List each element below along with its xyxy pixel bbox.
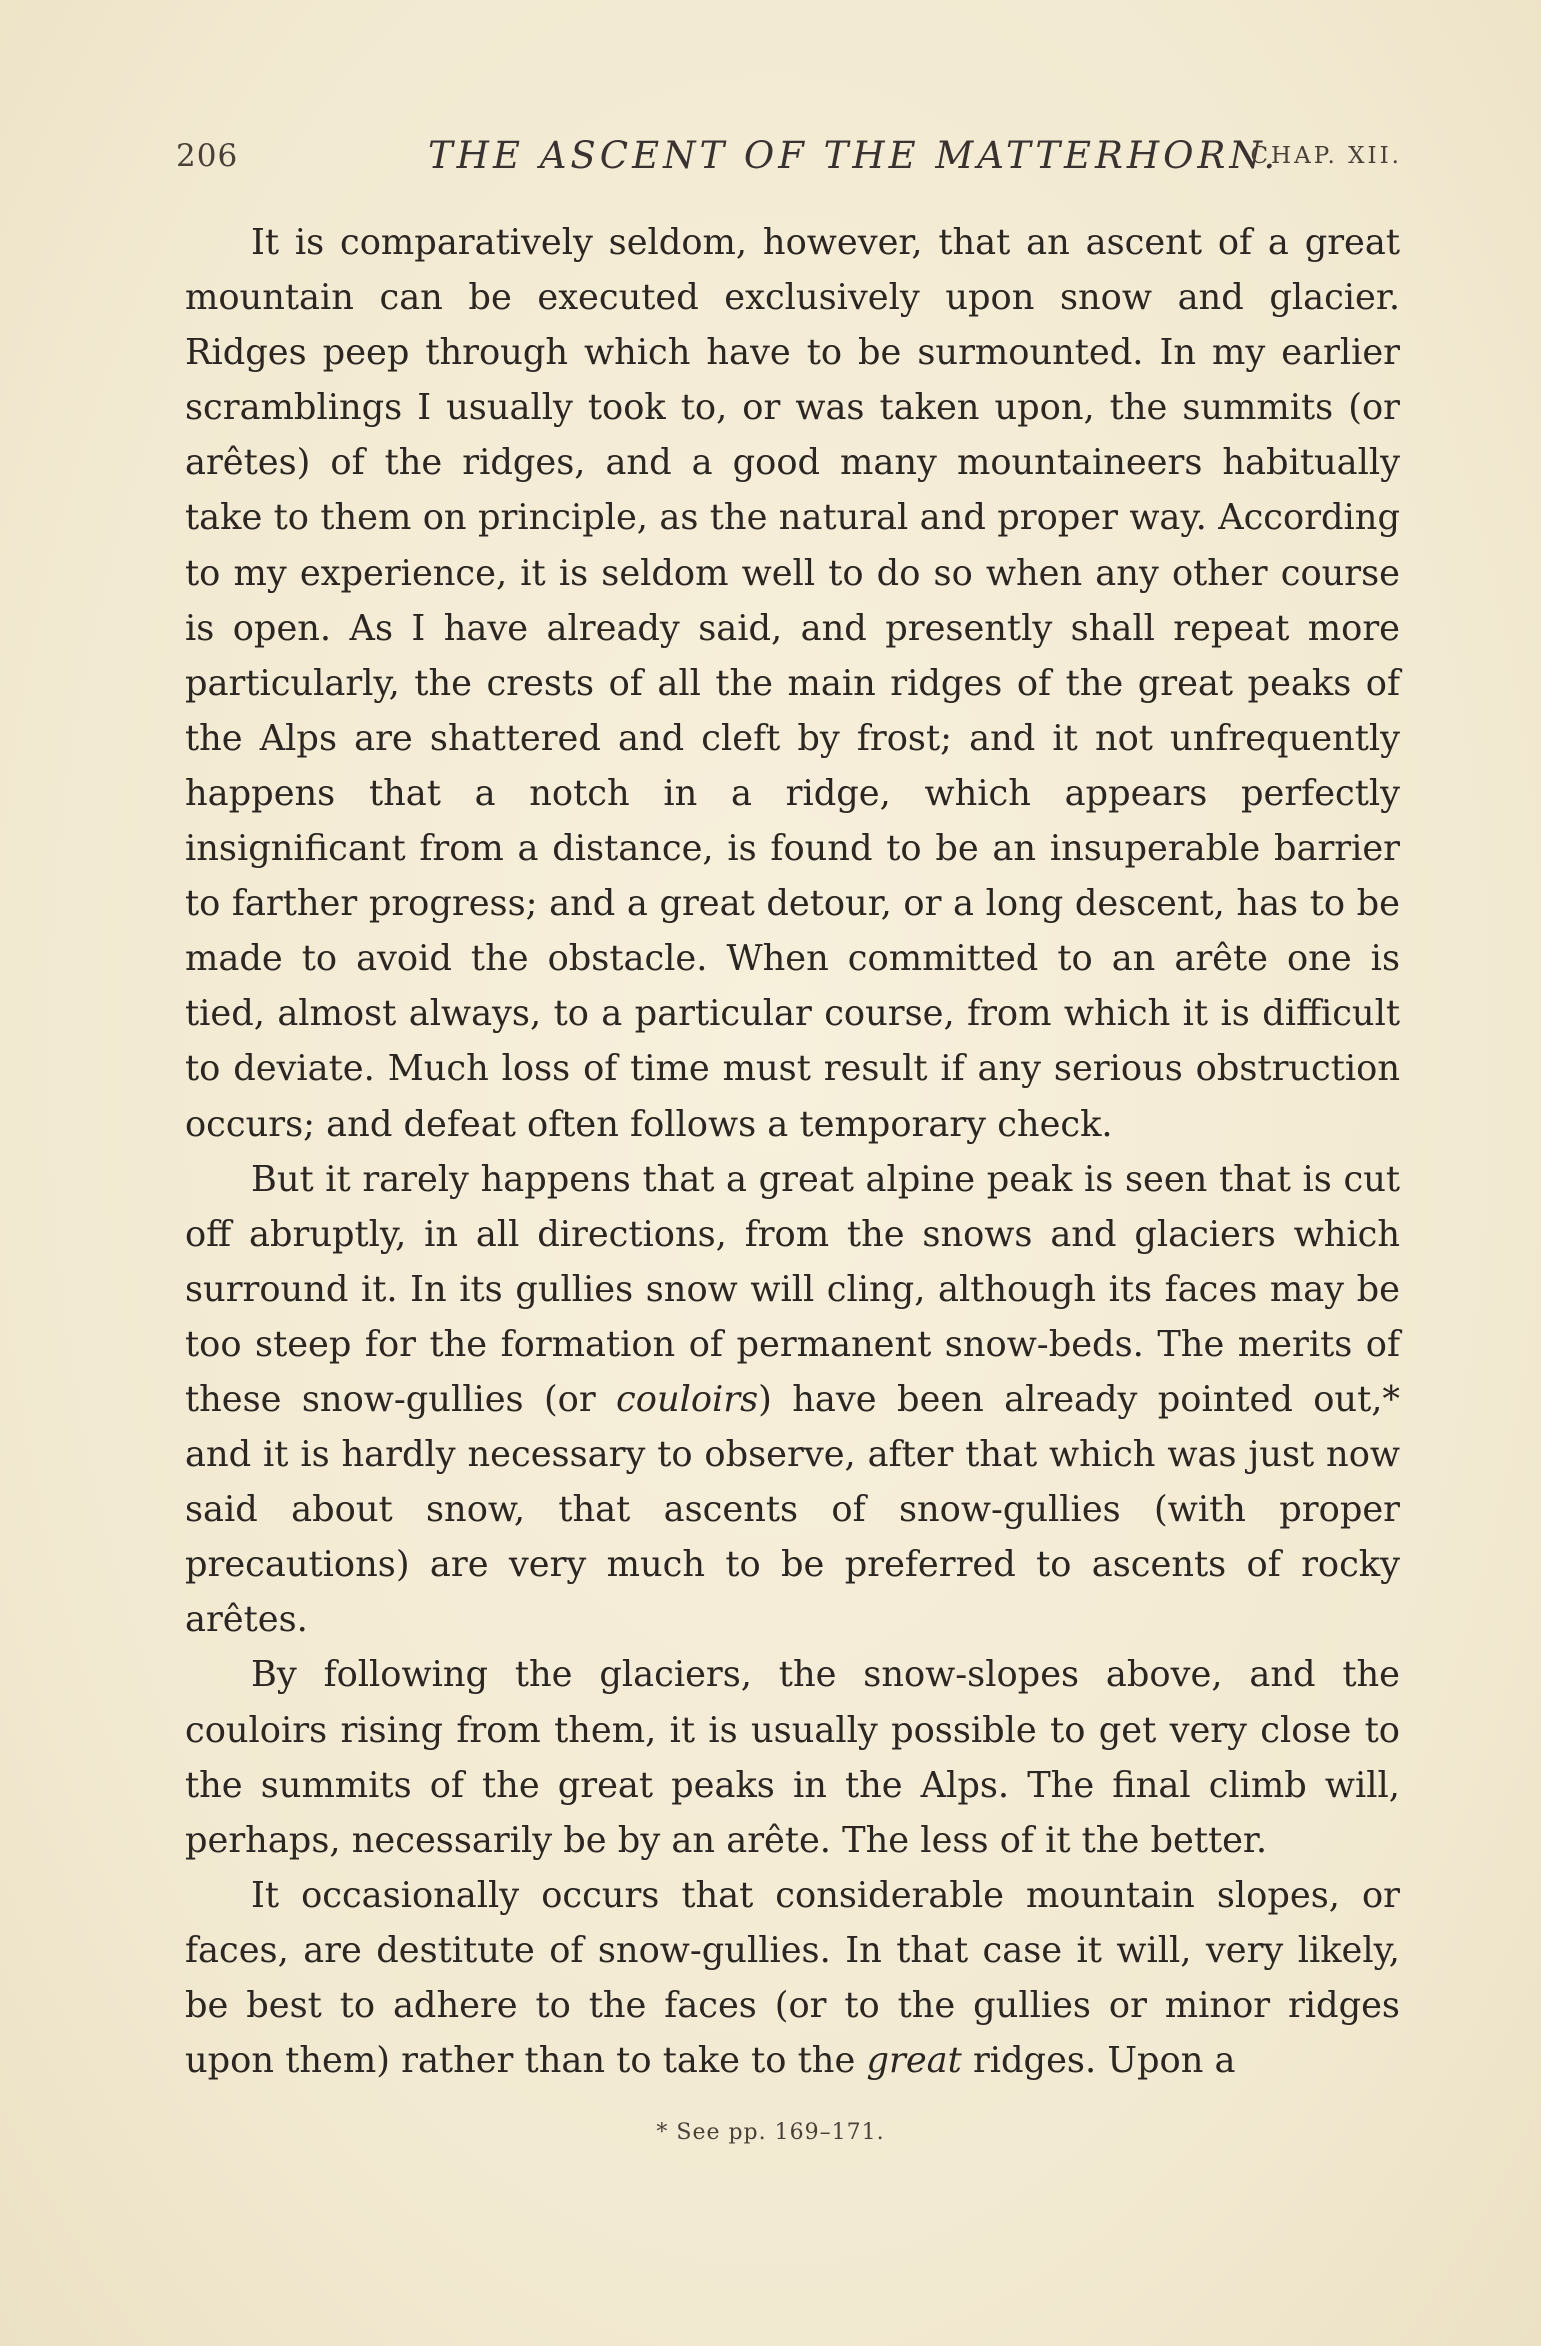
paragraph-4 [185, 1868, 1400, 2088]
paragraph-1: It is comparatively seldom, however, that an ascent of a great mountain can be executed exclusively upon snow and glacier. Ridges peep through which have to be surmounted. In my earlier scramblings I usually took to, or was taken upon, the summits (or arêtes) of the ridges, and a good many mountaineers habitually take to them on principle, as the natural and proper way. According to my experience, it is seldom well to do so when any other course is open. As I have already said, and presently shall repeat more particularly, the crests of all the main ridges of the great peaks of the Alps are shattered and cleft by frost; and it not unfrequently happens that a notch in a ridge, which appears perfectly insignificant from a distance, is found to be an insuperable barrier to farther progress; and a great detour, or a long descent, has to be made to avoid the obstacle. When committed to an arête one is tied, almost always, to a particular course, from which it is difficult to deviate. Much loss of time must result if any serious obstruction occurs; and defeat often follows a temporary check. [185, 222, 1400, 1145]
body-text [185, 215, 1400, 2088]
paragraph-4-text-start: It occasionally occurs that considerable mountain slopes, or faces, are destitute of snow-gullies. In that case it will, very likely, be best to adhere to the faces (or to the gullies or minor ridges upon them) rather than to take to the [185, 1874, 1400, 2082]
paragraph-3: By following the glaciers, the snow-slopes above, and the couloirs rising from them, it is usually possible to get very close to the summits of the great peaks in the Alps. The final climb will, perhaps, necessarily be by an arête. The less of it the better. [185, 1654, 1400, 1861]
paragraph-2-text-end: ) have been already pointed out,* and it is hardly necessary to observe, after that which was just now said about snow, that ascents of snow-gullies (with proper precautions) are very much to be preferred to ascents of rocky arêtes. [185, 1378, 1400, 1641]
footnote: * See pp. 169–171. [656, 2120, 885, 2145]
page-number: 206 [176, 138, 239, 174]
emphasis-couloirs: couloirs [616, 1378, 759, 1420]
running-title: THE ASCENT OF THE MATTERHORN. [428, 134, 1280, 177]
chapter-reference: CHAP. XII. [1250, 143, 1402, 169]
paragraph-2-text-start: But it rarely happens that a great alpine peak is seen that is cut off abruptly, in all directions, from the snows and glaciers which surround it. In its gullies snow will cling, although its faces may be too steep for the formation of permanent snow-beds. The merits of these snow-gullies (or [185, 1158, 1400, 1420]
emphasis-great: great [866, 2040, 962, 2082]
paragraph-4-text-end: ridges. Upon a [961, 2040, 1236, 2082]
running-head [176, 134, 1402, 188]
paragraph-2 [185, 1152, 1400, 1648]
